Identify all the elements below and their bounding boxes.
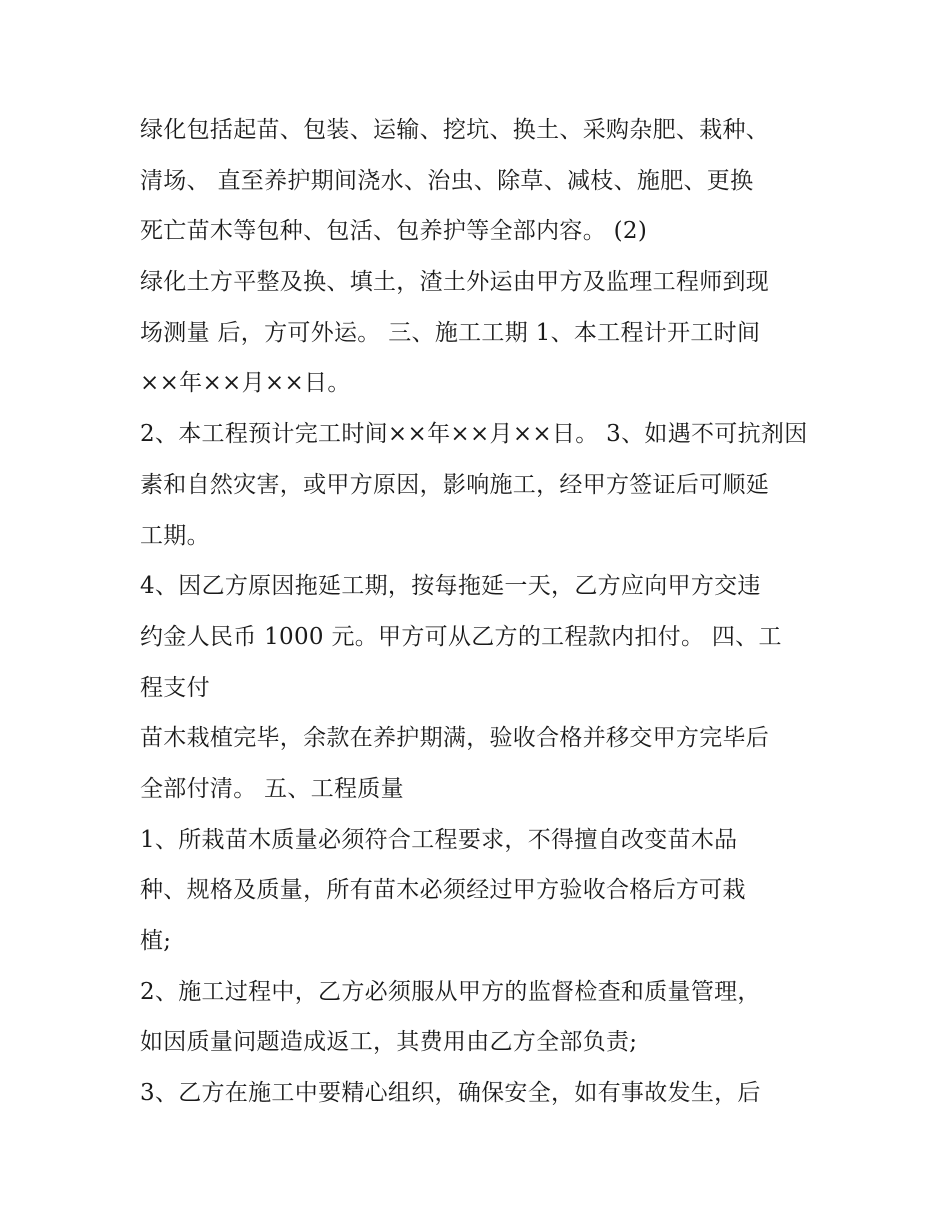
document-body — [140, 105, 840, 1119]
text-line: 程支付 — [140, 674, 210, 701]
text-line: 种、规格及质量，所有苗木必须经过甲方验收合格后方可栽 — [140, 877, 746, 904]
text-line: 2、施工过程中，乙方必须服从甲方的监督检查和质量管理， — [140, 978, 761, 1005]
text-line: 约金人民币 1000 元。甲方可从乙方的工程款内扣付。 四、工 — [140, 623, 782, 650]
text-line: 素和自然灾害，或甲方原因，影响施工，经甲方签证后可顺延 — [140, 471, 770, 498]
text-line: 1、所栽苗木质量必须符合工程要求，不得擅自改变苗木品 — [140, 826, 738, 853]
text-line: 如因质量问题造成返工，其费用由乙方全部负责; — [140, 1029, 638, 1056]
text-line: 苗木栽植完毕，余款在养护期满，验收合格并移交甲方完毕后 — [140, 725, 770, 752]
text-line: 清场、 直至养护期间浇水、治虫、除草、减枝、施肥、更换 — [140, 167, 754, 194]
text-line: 绿化土方平整及换、填土，渣土外运由甲方及监理工程师到现 — [140, 269, 770, 296]
text-line: 2、本工程预计完工时间××年××月××日。 3、如遇不可抗剂因 — [140, 421, 808, 448]
text-line: 3、乙方在施工中要精心组织，确保安全，如有事故发生，后 — [140, 1080, 761, 1107]
text-line: 死亡苗木等包种、包活、包养护等全部内容。 (2) — [140, 218, 648, 245]
text-line: 工期。 — [140, 522, 210, 549]
text-line: ××年××月××日。 — [140, 370, 351, 397]
text-line: 绿化包括起苗、包装、运输、挖坑、换土、采购杂肥、栽种、 — [140, 117, 770, 143]
text-line: 4、因乙方原因拖延工期，按每拖延一天，乙方应向甲方交违 — [140, 573, 761, 600]
text-line: 场测量 后，方可外运。 三、施工工期 1、本工程计开工时间 — [140, 319, 761, 346]
text-line: 植; — [140, 928, 172, 954]
text-line: 全部付清。 五、工程质量 — [140, 775, 404, 802]
